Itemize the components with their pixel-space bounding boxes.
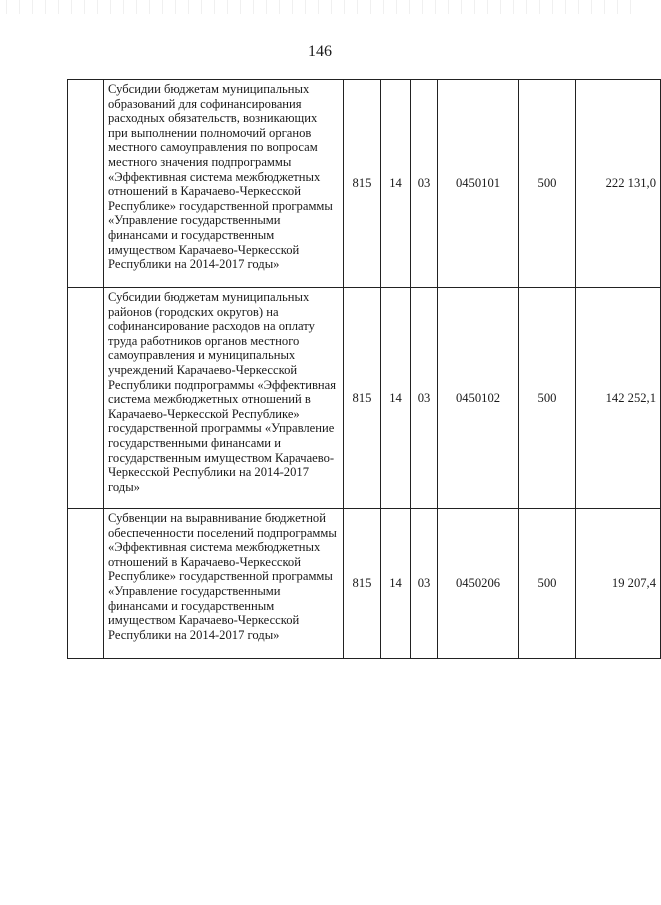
expense-type-cell: 500 [519, 80, 576, 288]
subsection-cell: 03 [411, 509, 438, 659]
sum-cell: 222 131,0 [576, 80, 661, 288]
row-number-cell [68, 288, 104, 509]
row-number-cell [68, 509, 104, 659]
page-number: 146 [308, 43, 332, 60]
ministry-code-cell: 815 [344, 509, 381, 659]
section-cell: 14 [381, 80, 411, 288]
row-number-cell [68, 80, 104, 288]
expense-type-cell: 500 [519, 288, 576, 509]
sum-cell: 19 207,4 [576, 509, 661, 659]
table-row [68, 288, 661, 509]
description-cell: Субсидии бюджетам муниципальных образований для софинансирования расходных обязательств, возникающих при выполнении полномочий органов местного самоуправления по вопросам местного значения подпрограммы «Эффективная система межбюджетных отношений в Карачаево-Черкесской Республике» государственной программы «Управление государственными финансами и государственным имуществом Карачаево-Черкесской Республики на 2014-2017 годы» [104, 80, 344, 288]
description-cell: Субсидии бюджетам муниципальных районов (городских округов) на софинансирование расходов на оплату труда работников органов местного самоуправления и муниципальных учреждений Карачаево-Черкесской Республики подпрограммы «Эффективная система межбюджетных отношений в Карачаево-Черкесской Республике» государственной программы «Управление государственными финансами и государственным имуществом Карачаево-Черкесской Республики на 2014-2017 годы» [104, 288, 344, 509]
subsection-cell: 03 [411, 288, 438, 509]
section-cell: 14 [381, 509, 411, 659]
expense-type-cell: 500 [519, 509, 576, 659]
budget-table [67, 79, 661, 659]
target-article-cell: 0450206 [438, 509, 519, 659]
target-article-cell: 0450101 [438, 80, 519, 288]
table-row [68, 509, 661, 659]
description-cell: Субвенции на выравнивание бюджетной обеспеченности поселений подпрограммы «Эффективная система межбюджетных отношений в Карачаево-Черкесской Республике» государственной программы «Управление государственными финансами и государственным имуществом Карачаево-Черкесской Республики на 2014-2017 годы» [104, 509, 344, 659]
section-cell: 14 [381, 288, 411, 509]
ministry-code-cell: 815 [344, 288, 381, 509]
ministry-code-cell: 815 [344, 80, 381, 288]
sum-cell: 142 252,1 [576, 288, 661, 509]
target-article-cell: 0450102 [438, 288, 519, 509]
subsection-cell: 03 [411, 80, 438, 288]
table-row [68, 80, 661, 288]
scan-noise [0, 0, 640, 14]
